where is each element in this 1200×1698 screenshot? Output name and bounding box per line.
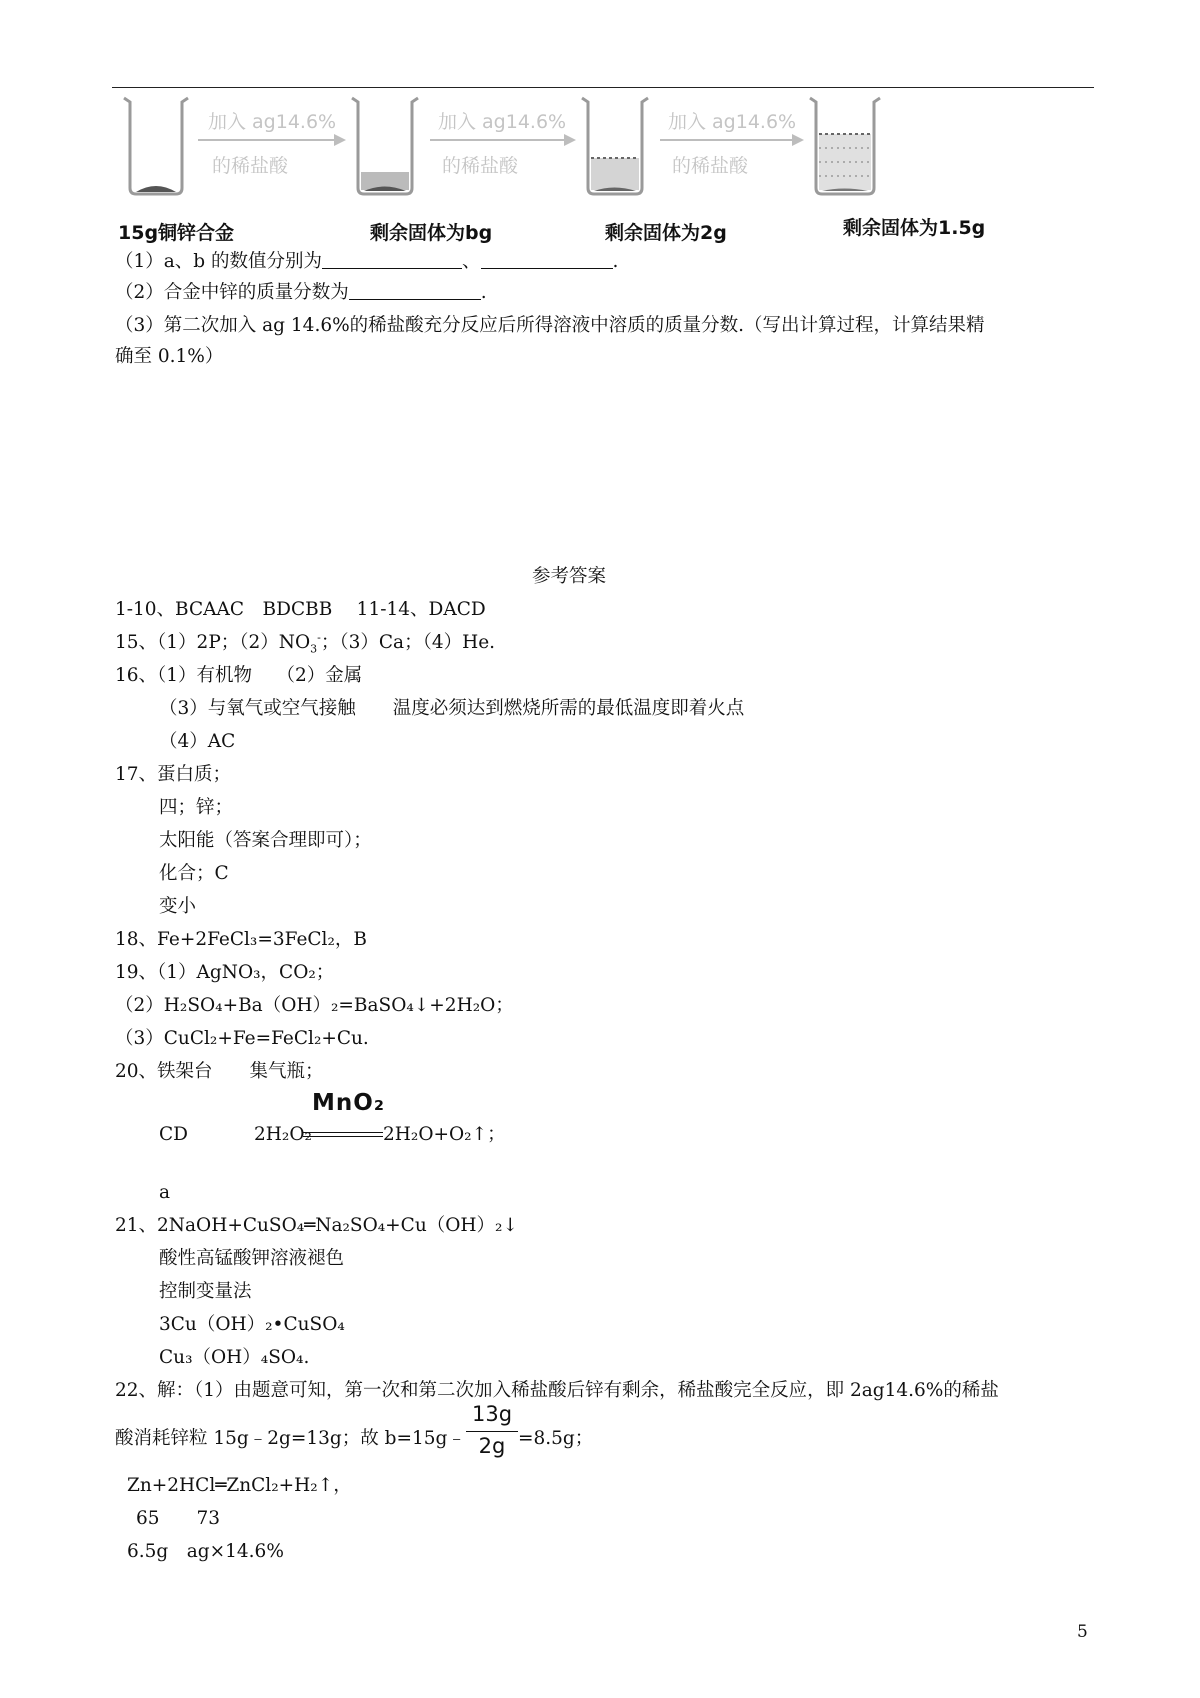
question-1-sep: 、 [462,251,481,272]
arrow-icon [198,134,346,146]
answer-17-line-3: 太阳能（答案合理即可）； [159,830,372,851]
beaker-icon [352,98,418,194]
question-3-line-1: （3）第二次加入 ag 14.6%的稀盐酸充分反应后所得溶液中溶质的质量分数.（写出计算过程，计算结果精 [115,315,985,336]
answer-21-line-2: 酸性高锰酸钾溶液褪色 [159,1248,345,1269]
arrow-caption-1b: 的稀盐酸 [212,155,289,177]
beaker-icon [124,98,188,194]
question-2-text: （2）合金中锌的质量分数为 [115,282,349,303]
answer-21-line-3: 控制变量法 [159,1281,252,1302]
answer-22-line-1: 22、解：（1）由题意可知，第一次和第二次加入稀盐酸后锌有剩余，稀盐酸完全反应，即 2ag14.6%的稀盐 [115,1380,999,1401]
page-number: 5 [1077,1622,1088,1642]
answer-20-line-1: 20、铁架台 集气瓶； [115,1061,324,1082]
answer-22-line-5: 6.5g ag×14.6% [127,1541,284,1562]
answer-blank [322,250,462,269]
beaker-icon [582,98,648,194]
arrow-icon [430,134,576,146]
answer-15-pre: 15、（1）2P；（2）NO [115,632,311,653]
answer-22-line-3: Zn+2HCl═ZnCl₂+H₂↑， [127,1475,352,1496]
arrow-icon [660,134,804,146]
answer-20-product: 2H₂O+O₂↑； [383,1124,506,1145]
beaker-label-2: 剩余固体为bg [370,222,493,244]
arrow-caption-3b: 的稀盐酸 [672,155,749,177]
arrow-caption-2b: 的稀盐酸 [442,155,519,177]
answer-16-line-3: （4）AC [159,731,236,752]
beaker-label-3: 剩余固体为2g [605,222,727,244]
answer-21-line-5: Cu₃（OH）₄SO₄. [159,1347,310,1368]
answer-20-cd: CD [159,1124,188,1145]
arrow-caption-2a: 加入 ag14.6% [438,111,567,133]
question-1-text: （1）a、b 的数值分别为 [115,251,323,272]
beaker-icon [810,98,880,194]
fraction-bar [466,1431,518,1432]
fraction-denominator: 2g [478,1434,506,1458]
arrow-caption-3a: 加入 ag14.6% [668,111,797,133]
question-1 [115,250,618,274]
question-1-end: . [612,251,619,272]
answer-17-line-2: 四；锌； [159,797,234,818]
answer-15-sub: 3 [310,642,318,656]
answer-21-line-4: 3Cu（OH）₂•CuSO₄ [159,1314,345,1335]
answer-21-line-1: 21、2NaOH+CuSO₄═Na₂SO₄+Cu（OH）₂↓ [115,1215,518,1236]
arrow-caption-1a: 加入 ag14.6% [208,111,337,133]
fraction-numerator: 13g [471,1402,513,1426]
beaker-label-4: 剩余固体为1.5g [843,217,986,239]
question-3-line-2: 确至 0.1%） [115,346,224,367]
answer-20-catalyst: MnO₂ [312,1090,385,1116]
answer-17-line-1: 17、蛋白质； [115,764,232,785]
answer-17-line-5: 变小 [159,896,197,917]
reaction-equals-sign [303,1132,383,1137]
answer-blank [349,281,481,300]
experiment-diagram [112,92,1052,202]
answer-19-line-3: （3）CuCl₂+Fe=FeCl₂+Cu. [115,1028,369,1049]
answer-15-sup: - [317,630,321,644]
beaker-label-1: 15g铜锌合金 [118,222,235,244]
answer-16-line-1: 16、（1）有机物 （2）金属 [115,665,363,686]
answer-18: 18、Fe+2FeCl₃=3FeCl₂，B [115,929,367,950]
question-2-end: . [480,282,487,303]
answer-17-line-4: 化合；C [159,863,229,884]
answers-heading: 参考答案 [532,566,607,587]
answer-16-line-2: （3）与氧气或空气接触 温度必须达到燃烧所需的最低温度即着火点 [159,698,745,719]
answer-20-reactant: 2H₂O₂ [254,1124,312,1145]
header-rule [112,87,1094,88]
answer-22-line-2-pre: 酸消耗锌粒 15g﹣2g=13g；故 b=15g﹣ [115,1428,466,1449]
answer-15 [115,631,495,655]
answer-15-post: ；（3）Ca；（4）He. [320,632,496,653]
answer-22-line-2-post: =8.5g； [518,1428,594,1449]
answer-19-line-1: 19、（1）AgNO₃，CO₂； [115,962,335,983]
answer-19-line-2: （2）H₂SO₄+Ba（OH）₂=BaSO₄↓+2H₂O； [115,995,514,1016]
question-2 [115,281,487,305]
answer-1-14: 1-10、BCAAC BDCBB 11-14、DACD [115,599,486,620]
answer-blank [481,250,613,269]
answer-22-line-4: 65 73 [136,1508,221,1529]
answer-20-a: a [159,1182,171,1203]
